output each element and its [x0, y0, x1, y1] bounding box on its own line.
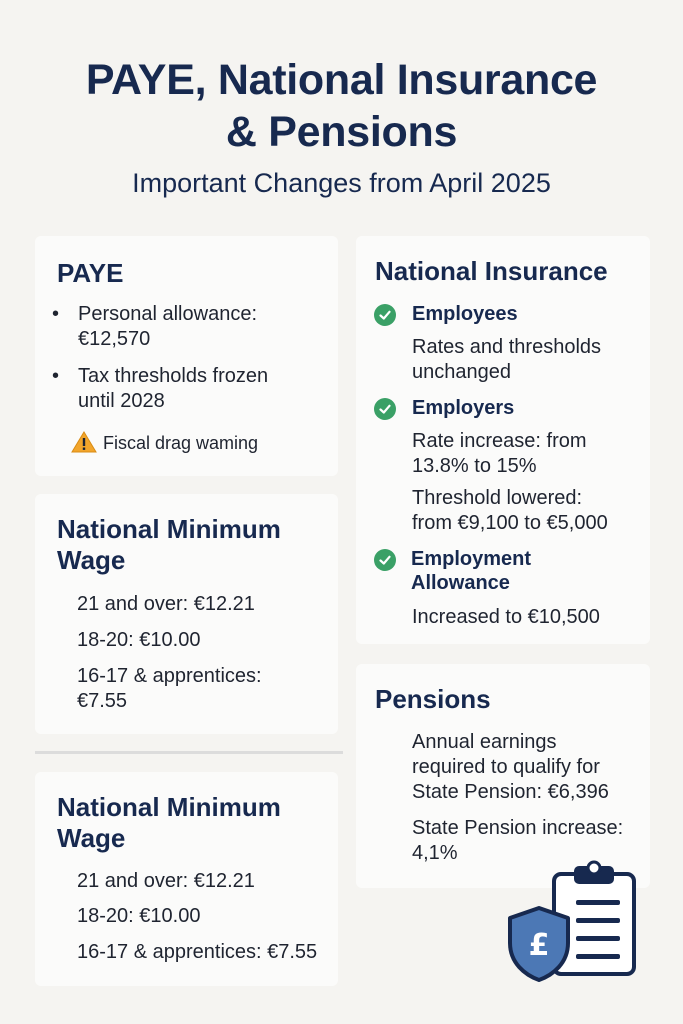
pensions-qualify-detail [412, 730, 609, 805]
employees-detail-line-1: Rates and thresholds [412, 336, 602, 358]
employment-allowance-line-1: Employment [411, 548, 532, 570]
nmw-2-row-21-over: 21 and over: €12.21 [77, 870, 255, 892]
employers-threshold-detail [412, 486, 608, 536]
pensions-heading: Pensions [375, 684, 491, 714]
section-divider [35, 751, 343, 754]
nmw-1-row-16-17-line-2: €7.55 [77, 690, 128, 712]
nmw-heading-1-line-1: National Minimum [57, 514, 281, 544]
nmw-heading-2-line-2: Wage [57, 823, 126, 853]
nmw-heading-1 [57, 514, 281, 576]
employers-label: Employers [412, 397, 515, 419]
nmw-heading-1-line-2: Wage [57, 545, 126, 575]
paye-allowance-value: €12,570 [78, 328, 151, 350]
nmw-2-row-18-20: 18-20: €10.00 [77, 905, 201, 927]
nmw-2-row-16-17: 16-17 & apprentices: €7.55 [77, 941, 318, 963]
nmw-1-row-16-17 [77, 664, 262, 714]
employment-allowance-line-2: Allowance [411, 572, 510, 594]
pensions-increase-line-2: 4,1% [412, 842, 458, 864]
nmw-1-row-18-20: 18-20: €10.00 [77, 629, 201, 651]
title-line-1: PAYE, National Insurance [85, 56, 598, 104]
pensions-qualify-line-3: State Pension: €6,396 [412, 781, 609, 803]
pensions-qualify-line-1: Annual earnings [412, 731, 557, 753]
paye-card [35, 236, 338, 476]
pensions-increase-detail [412, 816, 623, 866]
employees-detail [412, 335, 601, 385]
nmw-heading-2-line-1: National Minimum [57, 792, 281, 822]
fiscal-drag-warning: Fiscal drag waming [103, 433, 259, 453]
allowance-check-icon [374, 549, 396, 571]
nmw-1-row-21-over: 21 and over: €12.21 [77, 593, 255, 615]
nmw-heading-2 [57, 792, 281, 854]
shield-pound-icon [505, 905, 573, 983]
paye-heading: PAYE [57, 258, 124, 288]
employers-threshold-line-1: Threshold lowered: [412, 487, 583, 509]
employers-rate-line-1: Rate increase: from [412, 430, 587, 452]
nmw-1-row-16-17-line-1: 16-17 & apprentices: [77, 665, 262, 687]
pensions-card [356, 664, 650, 888]
ni-heading: National Insurance [375, 256, 608, 286]
paye-allowance-item [78, 302, 257, 352]
national-insurance-card [356, 236, 650, 644]
employment-allowance-detail: Increased to €10,500 [412, 606, 600, 628]
warning-icon [71, 431, 97, 453]
page-subtitle: Important Changes from April 2025 [132, 168, 551, 198]
employers-rate-detail [412, 429, 587, 479]
page-title [0, 54, 683, 158]
employees-detail-line-2: unchanged [412, 361, 511, 383]
pensions-increase-line-1: State Pension increase: [412, 817, 624, 839]
paye-thresholds-item [78, 364, 268, 414]
nmw-card-2 [35, 772, 338, 986]
shield-symbol: £ [528, 928, 550, 963]
employment-allowance-label [411, 547, 531, 595]
employers-rate-line-2: 13.8% to 15% [412, 455, 537, 477]
paye-thresholds-value: until 2028 [78, 390, 165, 412]
employers-check-icon [374, 398, 396, 420]
pensions-qualify-line-2: required to qualify for [412, 756, 600, 778]
paye-thresholds-label: • Tax thresholds frozen [78, 365, 269, 387]
employers-threshold-line-2: from €9,100 to €5,000 [412, 512, 608, 534]
title-line-2: & Pensions [225, 108, 458, 156]
paye-allowance-label: • Personal allowance: [78, 303, 257, 325]
employees-label: Employees [412, 303, 518, 325]
employees-check-icon [374, 304, 396, 326]
nmw-card-1 [35, 494, 338, 734]
